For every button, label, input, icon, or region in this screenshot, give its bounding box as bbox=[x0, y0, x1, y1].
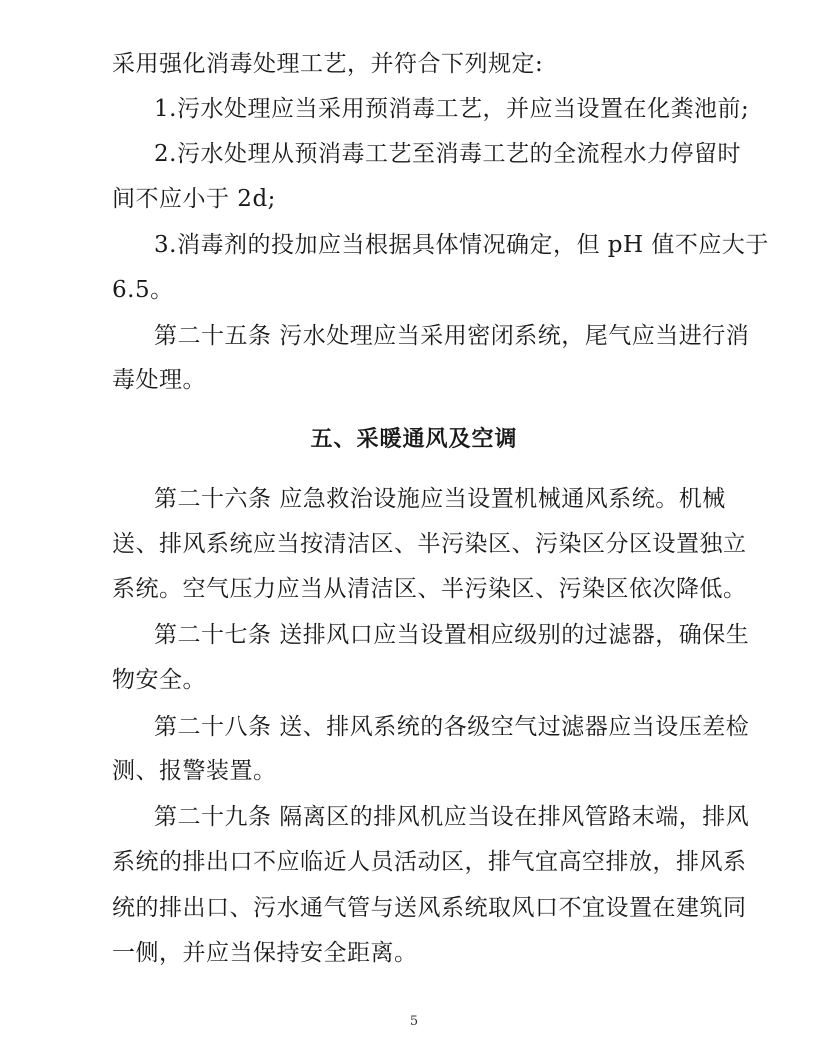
text-line: 物安全。 bbox=[112, 667, 206, 693]
text-line: 送、排风系统应当按清洁区、半污染区、污染区分区设置独立 bbox=[112, 531, 747, 557]
text-line: 采用强化消毒处理工艺，并符合下列规定: bbox=[112, 51, 544, 77]
page-number: 5 bbox=[409, 1014, 419, 1029]
text-line: 系统。空气压力应当从清洁区、半污染区、污染区依次降低。 bbox=[112, 576, 747, 602]
list-item: 1.污水处理应当采用预消毒工艺，并应当设置在化粪池前; bbox=[154, 96, 750, 122]
text-line: 一侧，并应当保持安全距离。 bbox=[112, 940, 418, 966]
text-line: 毒处理。 bbox=[112, 367, 206, 393]
article-paragraph: 第二十六条 应急救治设施应当设置机械通风系统。机械 bbox=[154, 486, 726, 512]
text-line: 系统的排出口不应临近人员活动区，排气宜高空排放，排风系 bbox=[112, 849, 747, 875]
article-paragraph: 第二十七条 送排风口应当设置相应级别的过滤器，确保生 bbox=[154, 622, 750, 648]
list-item: 2.污水处理从预消毒工艺至消毒工艺的全流程水力停留时 bbox=[154, 141, 741, 167]
list-item: 3.消毒剂的投加应当根据具体情况确定，但 pH 值不应大于 bbox=[154, 232, 769, 258]
text-line: 统的排出口、污水通气管与送风系统取风口不宜设置在建筑同 bbox=[112, 895, 747, 921]
article-paragraph: 第二十九条 隔离区的排风机应当设在排风管路末端，排风 bbox=[154, 804, 750, 830]
text-line: 测、报警装置。 bbox=[112, 758, 277, 784]
article-paragraph: 第二十八条 送、排风系统的各级空气过滤器应当设压差检 bbox=[154, 714, 750, 740]
section-heading: 五、采暖通风及空调 bbox=[310, 427, 518, 452]
text-line: 6.5。 bbox=[112, 277, 174, 303]
article-paragraph: 第二十五条 污水处理应当采用密闭系统，尾气应当进行消 bbox=[154, 323, 750, 349]
text-line: 间不应小于 2d; bbox=[112, 186, 276, 212]
